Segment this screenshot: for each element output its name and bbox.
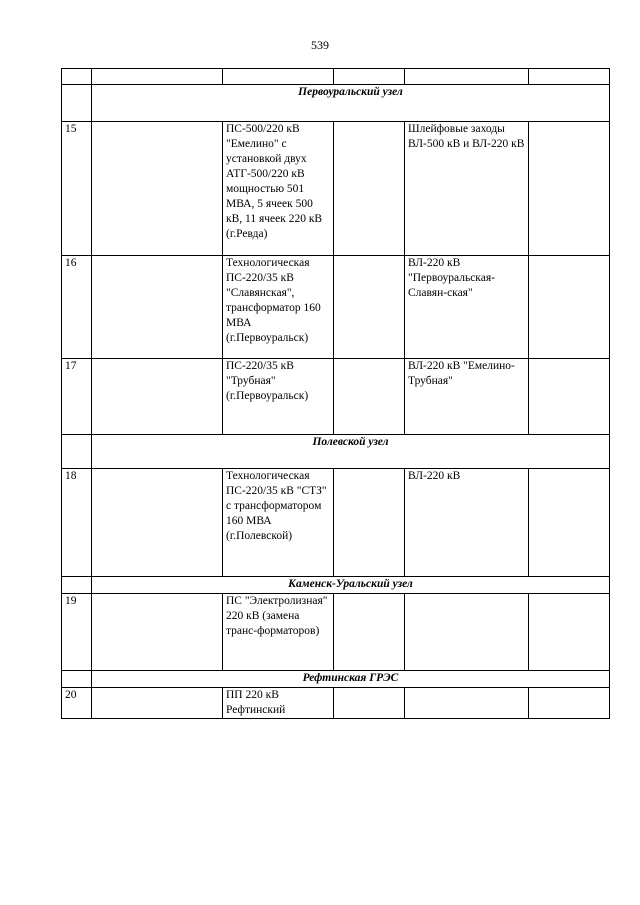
table-row (62, 469, 610, 577)
object-cell: ПП 220 кВ Рефтинский (223, 688, 334, 719)
table-cell (334, 359, 405, 435)
section-title: Первоуральский узел (92, 85, 610, 122)
table-row (62, 359, 610, 435)
table-cell (334, 256, 405, 359)
table-cell (92, 69, 223, 85)
object-cell: ПС-500/220 кВ "Емелино" с установкой двух АТГ-500/220 кВ мощностью 501 МВА, 5 ячеек 500 кВ, 11 ячеек 220 кВ (г.Ревда) (223, 122, 334, 256)
table-cell (62, 85, 92, 122)
table-cell (529, 594, 610, 671)
lines-cell: ВЛ-220 кВ "Первоуральская-Славян-ская" (405, 256, 529, 359)
lines-cell: ВЛ-220 кВ (405, 469, 529, 577)
table-cell (529, 359, 610, 435)
table-cell (92, 594, 223, 671)
row-number: 18 (62, 469, 92, 577)
section-title: Полевской узел (92, 435, 610, 469)
table-cell (405, 69, 529, 85)
section-row (62, 435, 610, 469)
section-row (62, 577, 610, 594)
table-cell (92, 359, 223, 435)
table-cell (334, 69, 405, 85)
table-cell (334, 469, 405, 577)
table-cell (529, 256, 610, 359)
object-cell: ПС "Электролизная" 220 кВ (замена транс-форматоров) (223, 594, 334, 671)
table-cell (62, 435, 92, 469)
table-cell (62, 671, 92, 688)
object-cell: Технологическая ПС-220/35 кВ "Славянская", трансформатор 160 МВА (г.Первоуральск) (223, 256, 334, 359)
table-row (62, 256, 610, 359)
page-number: 539 (311, 38, 329, 52)
row-number: 17 (62, 359, 92, 435)
table-cell (62, 577, 92, 594)
table-header-row (62, 69, 610, 85)
table-cell (334, 594, 405, 671)
lines-cell: Шлейфовые заходы ВЛ-500 кВ и ВЛ-220 кВ (405, 122, 529, 256)
table-cell (529, 69, 610, 85)
table-cell (529, 469, 610, 577)
object-cell: ПС-220/35 кВ "Трубная" (г.Первоуральск) (223, 359, 334, 435)
table-row (62, 688, 610, 719)
table-row (62, 122, 610, 256)
object-cell: Технологическая ПС-220/35 кВ "СТЗ" с трансформатором 160 МВА (г.Полевской) (223, 469, 334, 577)
table-cell (62, 69, 92, 85)
table-cell (92, 122, 223, 256)
substations-table (61, 68, 610, 719)
table-cell (92, 688, 223, 719)
lines-cell (405, 594, 529, 671)
row-number: 20 (62, 688, 92, 719)
lines-cell: ВЛ-220 кВ "Емелино-Трубная" (405, 359, 529, 435)
section-row (62, 671, 610, 688)
section-row (62, 85, 610, 122)
table-cell (529, 122, 610, 256)
table-cell (334, 688, 405, 719)
table-cell (223, 69, 334, 85)
section-title: Каменск-Уральский узел (92, 577, 610, 594)
row-number: 19 (62, 594, 92, 671)
lines-cell (405, 688, 529, 719)
table-cell (92, 256, 223, 359)
table-cell (529, 688, 610, 719)
row-number: 16 (62, 256, 92, 359)
section-title: Рефтинская ГРЭС (92, 671, 610, 688)
table-cell (92, 469, 223, 577)
table-cell (334, 122, 405, 256)
table-row (62, 594, 610, 671)
row-number: 15 (62, 122, 92, 256)
